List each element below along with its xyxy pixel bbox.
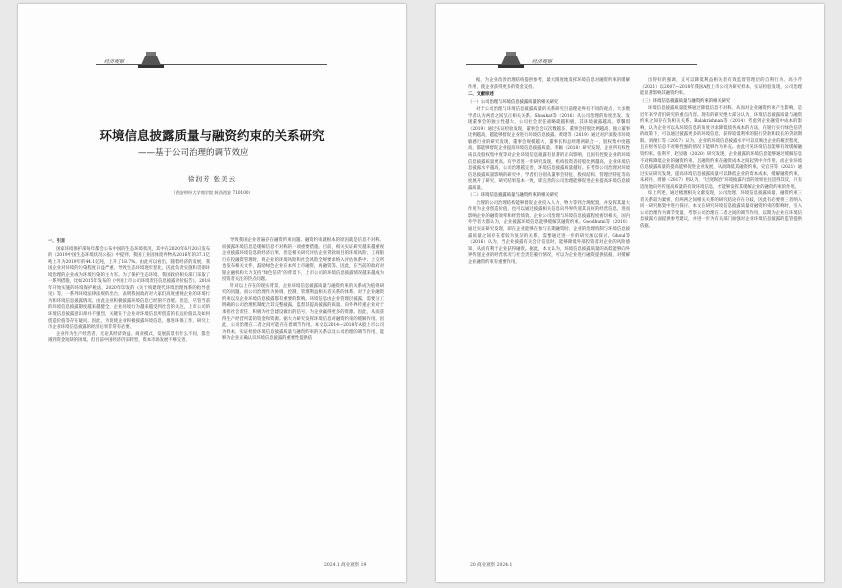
section-heading: 二、文献综述 bbox=[468, 92, 494, 98]
document-page-right bbox=[436, 4, 824, 582]
text-column-left-2 bbox=[222, 238, 384, 343]
paragraph: 合理的公司治理结构能够督促企业投入人力、物力等到合规配置，并发挥其最大作用为企业创造价值，也可以通过披露相关信息向外界传递其良好的经营信息，进而影响企业的融资效率和经营绩效。企业公司治理与环境信息披露程度密切相关，国内外学者大都认为，企业披露环境信息能够缓解其融资约束。Goodhumi等（2010）通过实证研究发现，即在企业能够在参与长期融资时，企业的治理机制与环境信息披露质量之间存在着较为复杂的关系，需要通过进一步的研究加以探讨。Ghoul等（2016）认为，当企业披露有关会计信息时，能够降低外部投资者对企业的风险感知，从而有利于企业获得融资。据此，本文认为，环境信息披露质量的高低能够向外界传递企业的经营状况与社会责任履行情况，可以为企业进行融资提供依据，对缓解企业融资约束有重要作用。 bbox=[468, 200, 630, 265]
page-footer: 20 商业观察 2024.1 bbox=[470, 563, 513, 568]
subsection-heading: （二）环境信息披露质量与融资约束的相关研究 bbox=[468, 193, 559, 199]
header-ornament-icon bbox=[496, 50, 526, 68]
text-column-right-1 bbox=[468, 78, 630, 266]
header-section-label: 经济观察 bbox=[104, 59, 125, 65]
paragraph: 国家环境保护部每年都会公布中国的生态环境状况，其中在2020年6月20日发布的《2019中国生态环境状况公报》中提到，我国工业固体废弃物从2016年的37.1亿吨上升为2019年的44.1亿吨，上升了18.7%。由此可以看出，随着经济的发展，我国企业对环境的污染程度日益严重，导致生态环境逐步恶化，因此负责实施和贯彻环境治理的企业成为环境污染的主力军。为了保护生态环境，我国政府相关部门采取了一系列措施，比如2015年发布的《中国上市公司环境责任信息披露评价报告》，2018年开始实施的环境保护税法，2020年印发的《关于构建现代环境治理体系的指导意见》等，一系列环境法律法规的出台，表明我国政府对大家们高度重视企业的环境行为和环境信息披露情况。由此企业积极披露环境信息已经刻不容缓。但是，尽管当前的环境信息披露制度越来越健全，企业环境行为越来越受到社会的关注，上市公司的环境信息披露意识却并不强烈，关键在于企业对环境信息所创造的长远价值以及如何创造价值等存在疑问。因此，为促使企业积极披露环境信息，推进环保工作，研究上市企业环境信息披露的经济后果非常有必要。 bbox=[48, 246, 210, 331]
paragraph: 综上所述，通过梳理相关文献发现，公司治理、环境信息披露质量、融资约束三者关系较为紧密，但两两之间相关关系的研究结论存在分歧，因此有必要将三者纳入同一研究框架中进行探讨。本文在研究环境信息披露质量对融资约束的影响时，引入公司治理作为调节变量，考察公司治理在二者之间的调节作用，以期为企业在环境信息披露方面提供参考建议，并进一步为有关部门加强对企业环境信息披露的监管提供依据。 bbox=[640, 191, 802, 230]
section-heading: 一、引言 bbox=[48, 239, 66, 244]
page-footer: 2024.1 商业观察 19 bbox=[324, 563, 367, 568]
header-section-label: 经济观察 bbox=[532, 59, 553, 65]
paragraph: 导致我国企业普遍存在融资约束问题。融资约束就根本的原因就是信息不对称，而披露环境信息是缓解信息不对称的一项重要措施。目前，相关实证研究越来越重视企业披露环境信息的经济后果，但是相关研究评估企业贷款项目的环境风险；工商银行在投融资管理时，将企业的环境风险和社会风险全规要求纳入评估体系中；上交所也发布相关文件，鼓励绿色企业在本所上市融资，再融资等。因此，在当前的政府对银企融机构大力支持“绿色信贷”的背景下，上市公司的环境信息披露情况越来越成为投资者关注的热点问题。 bbox=[222, 238, 384, 283]
article-affiliation: （西安财经大学商学院 陕西西安 710100） bbox=[171, 190, 253, 195]
article-title: 环境信息披露质量与融资约束的关系研究 bbox=[99, 128, 325, 143]
header-rule bbox=[96, 64, 327, 65]
header-ornament-icon bbox=[136, 50, 166, 68]
paragraph: 据，为企业改善治理结构提供参考，最大限度地发挥环境信息对融资约束的缓解作用，使企业获得更多的资金支持。 bbox=[468, 78, 630, 90]
article-subtitle: ——基于公司治理的调节效应 bbox=[138, 148, 249, 158]
article-authors: 徐润芳 张美云 bbox=[187, 175, 237, 183]
paragraph: 对于公司治理与环境信息披露质量的关系研究目前理论界有不同的观点，大多数学者认为两者之间呈正相关关系。Shaukat等（2016）从公司治理的角度出发，发现董事会的独立性越大，公司社会责任战略就越积极，其环境披露越高。覃馨琪（2019）通过实证检验发现，董事会会议次数越多、董事会持股比例越高、独立董事比例越高，越能够督促企业进行环境信息披露。黄珺等（2019）通过对沪深股市环境敏感行业的研究发现，董事会规模越大，董事长和总经理两职合一、股权集中度越高，都能够督促企业提高环境信息披露质量。李颖（2018）研究发现，企业所有权性质以及股权集中度等对企业环境信息披露有显著的正向影响，且国有控股企业的环境信息披露质量更高。有学者进一步研究发现，机构投资者持股比例越高，企业环境信息披露水平越高，公司治理越完善，环境信息披露质量越好。在考察公司治理对环境信息披露质量影响的研究中，学者们分别从董事会特征、股权结构、管理层特征等角度展开了研究，研究结果基本一致，即完善的公司治理能够促进企业提高环境信息披露质量。 bbox=[468, 107, 630, 191]
paragraph: 出得好的强调，又可以降低利益相关者有效监督管理层的自利行为。高小芹（2021）以2007—2018年我国A股上市公司为研究样本，实证检验发现，公司治理能显著影响其融资约束。 bbox=[640, 78, 802, 97]
text-column-left-1 bbox=[48, 238, 210, 345]
text-column-right-2 bbox=[640, 78, 802, 231]
page-header bbox=[18, 50, 406, 72]
document-page-left bbox=[18, 4, 406, 582]
paragraph: 环境信息披露质量能够通过降低信息不对称、从而对企业融资约束产生影响，是近年来学者们研究的重点内容。现有的研究绝大部分认为，环境信息披露质量与融资约束之间存在负相关关系。Balakrishnan等（2014）考虑到企业融资中成本的影响，认为企业可以从环境信息的角度寻求降低债务成本的方法，在银行实行绿色信贷的政策下，可以通过披露更多的环境信息，获得较低利率的银行贷款和较长的贷款期限。刘俊仁等（2017）认为，企业的环境信息披露水平可以反映出企业的履责程度，且在财务信息不对称性强的情况下能够作为补充。由此可见环境信息能够有效缓解融资约束。张利平、赵显敏（2020）研究发现，企业披露的环境信息能够通过缓解信息不对称降低企业的融资约束，且融资约束在融资成本之间起到中介作用。而企业环境信息披露质量的提高能够促进企业发展，从而降低其融资约束。史官芬等（2021）通过实证研究发现，提高环境信息披露质量可以降低企业的资本成本，缓解融资约束。朱莉丹、周静（2017）则认为，“过度陶冶”环境披露内容的效果往往适得其反，只有适度地向外传递高质量的有效环境信息，才能够发挥其缓解企业的融资约束的作用。 bbox=[640, 106, 802, 190]
subsection-heading: （一）公司治理与环境信息披露质量的相关研究 bbox=[468, 99, 559, 105]
page-header bbox=[436, 50, 824, 72]
paragraph: 针对以上存在的现实背景，企业环境信息披露质量与融资约束的关系成为值得研究的问题。而公司治理作为协调、控制、管理利益相关者关系的体系，对于企业融资约束以及企业环境信息披露都有重要的影响。环境信息由企业管理层披露，需要分工明确的公司治理机制配合其完整披露，监督其提高披露的质量。向外界传递企业对于承担社会责任、积极为社会建设做出的信号，为企业赢得更多的资源。因此，从而获得生产经营所需的资金和资源。据大力研究发挥环境信息对融资约束的缓解作用。因此，公司治理在二者之间可能存在着调节作用。本文以2014—2018年A股上市公司为样本，实证检验环境信息披露质量与融资约束的关系以及公司治理的调节作用，能够为企业正确认识环境信息披露的重要性提供依 bbox=[222, 283, 384, 342]
paragraph: 企业作为生产经营者，无论其经济效益、商业模式、发展前景有什么不同，都会遇到资金短缺的困境。但目前中国经济仍旧转型，资本市场发展不够完善， bbox=[48, 331, 210, 344]
subsection-heading: （三）环境信息披露质量与融资约束的相关研究 bbox=[640, 98, 731, 104]
